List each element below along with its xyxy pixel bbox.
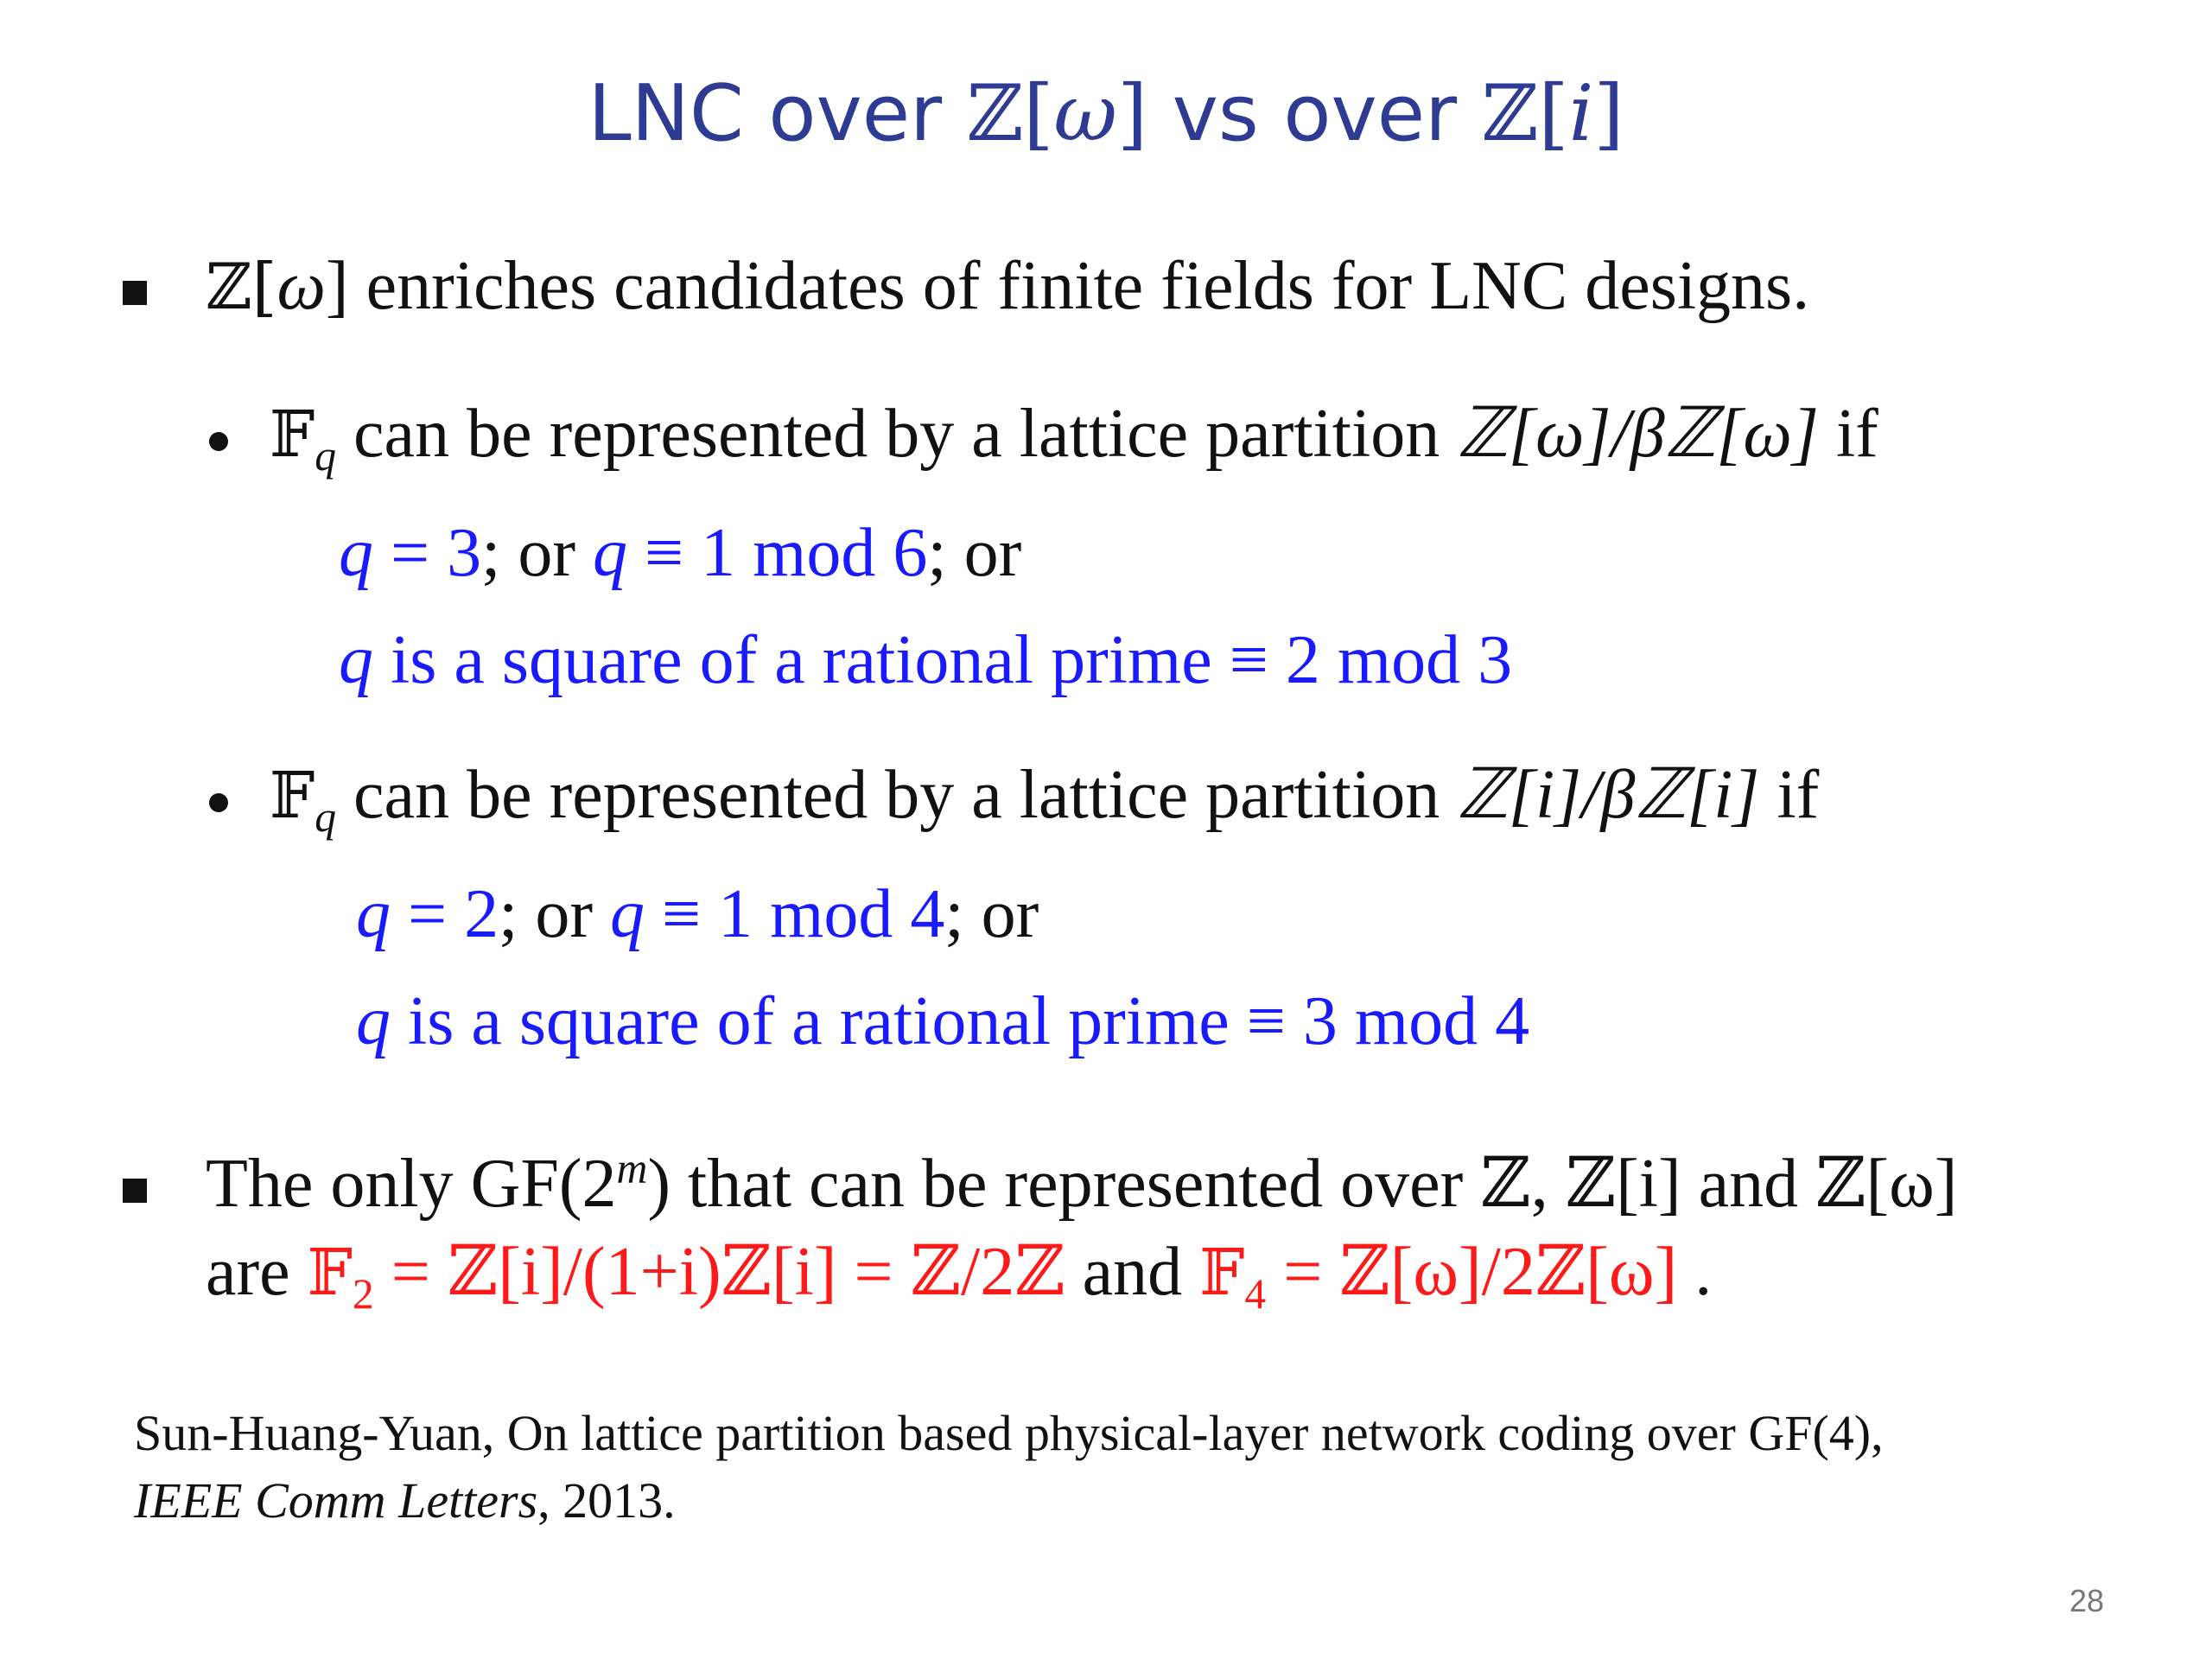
sub1-cond2-val: ≡ 1 mod 6 xyxy=(627,515,928,591)
bullet2-line1-b: ) that can be represented over ℤ, ℤ[i] and ℤ[ω] xyxy=(647,1146,1958,1222)
bullet2-f4: 𝔽 xyxy=(1199,1236,1245,1310)
page-number: 28 xyxy=(2069,1583,2104,1618)
slide-title xyxy=(0,68,2212,159)
sub2-condition-line1 xyxy=(356,876,1039,952)
sub1-if: if xyxy=(1818,396,1878,472)
bullet1-omega: ω xyxy=(276,248,326,324)
bullet2-end: . xyxy=(1677,1234,1713,1310)
dot-bullet-icon xyxy=(209,432,228,451)
sub1-condition-line2 xyxy=(339,622,1512,698)
title-omega: ω xyxy=(1053,68,1117,159)
title-middle: vs over xyxy=(1147,68,1482,159)
sub2-cond3-q: q xyxy=(356,983,391,1059)
bullet2-f2-eq: = ℤ[i]/(1+i)ℤ[i] = ℤ/2ℤ xyxy=(373,1234,1065,1310)
square-bullet-icon xyxy=(123,1179,147,1203)
sub2-text xyxy=(270,757,1820,841)
sub1-cond2-q: q xyxy=(593,515,627,591)
sub1-cond3-q: q xyxy=(339,622,373,698)
sub2-cond1-q: q xyxy=(356,876,391,952)
sub1-cond3-text: is a square of a rational prime ≡ 2 mod 3 xyxy=(373,622,1513,698)
bullet2-f2-sub: 2 xyxy=(352,1269,374,1318)
bullet1-ring: ℤ[ xyxy=(206,251,277,324)
title-ring2-close: ] xyxy=(1593,68,1624,159)
sub2-condition-line2 xyxy=(356,983,1529,1059)
bullet2-are: are xyxy=(206,1234,308,1310)
sub2-cond1-or: ; or xyxy=(499,876,610,952)
bullet1-body: enriches candidates of finite fields for LNC designs. xyxy=(348,248,1810,324)
bullet2-f4-eq: = ℤ[ω]/2ℤ[ω] xyxy=(1266,1234,1678,1310)
bullet2-line1-sup: m xyxy=(616,1144,648,1192)
title-ring2: ℤ[ xyxy=(1481,68,1569,159)
sub1-partition: ℤ[ω]/βℤ[ω] xyxy=(1457,396,1819,472)
sub2-partition: ℤ[i]/βℤ[i] xyxy=(1457,757,1760,833)
sub1-body: can be represented by a lattice partition xyxy=(336,396,1458,472)
sub1-field: 𝔽 xyxy=(270,398,315,472)
title-i: i xyxy=(1568,68,1594,159)
reference-line2 xyxy=(134,1467,676,1535)
sub1-cond1-or: ; or xyxy=(481,515,593,591)
dot-bullet-icon xyxy=(209,793,228,812)
sub1-field-sub: q xyxy=(315,431,337,480)
sub1-cond2-or: ; or xyxy=(927,515,1022,591)
sub2-if: if xyxy=(1759,757,1820,833)
sub2-cond2-q: q xyxy=(610,876,645,952)
title-ring1: ℤ[ xyxy=(966,68,1054,159)
sub2-cond2-val: ≡ 1 mod 4 xyxy=(645,876,945,952)
reference-journal: IEEE Comm Letters xyxy=(134,1472,538,1529)
bullet2-line1 xyxy=(206,1146,1957,1222)
bullet1-text xyxy=(206,248,1809,324)
title-prefix: LNC over xyxy=(588,68,967,159)
sub1-text xyxy=(270,396,1878,480)
bullet2-f2: 𝔽 xyxy=(307,1236,353,1310)
bullet2-and: and xyxy=(1065,1234,1200,1310)
sub2-cond2-or: ; or xyxy=(944,876,1039,952)
bullet2-f4-sub: 4 xyxy=(1244,1269,1267,1318)
sub1-condition-line1 xyxy=(339,515,1021,591)
sub2-cond1-val: = 2 xyxy=(391,876,499,952)
bullet2-line1-a: The only GF(2 xyxy=(206,1146,617,1222)
reference-year: , 2013. xyxy=(537,1472,676,1529)
sub2-field-sub: q xyxy=(315,792,337,841)
bullet1-close: ] xyxy=(325,248,349,324)
reference-line1: Sun-Huang-Yuan, On lattice partition based physical-layer network coding over GF(4), xyxy=(134,1405,1884,1461)
sub2-cond3-text: is a square of a rational prime ≡ 3 mod 4 xyxy=(391,983,1530,1059)
square-bullet-icon xyxy=(123,281,147,305)
sub1-cond1-q: q xyxy=(339,515,373,591)
title-ring1-close: ] xyxy=(1116,68,1148,159)
sub1-cond1-val: = 3 xyxy=(373,515,482,591)
sub2-body: can be represented by a lattice partition xyxy=(336,757,1458,833)
bullet2-line2 xyxy=(206,1234,1713,1318)
sub2-field: 𝔽 xyxy=(270,760,315,833)
